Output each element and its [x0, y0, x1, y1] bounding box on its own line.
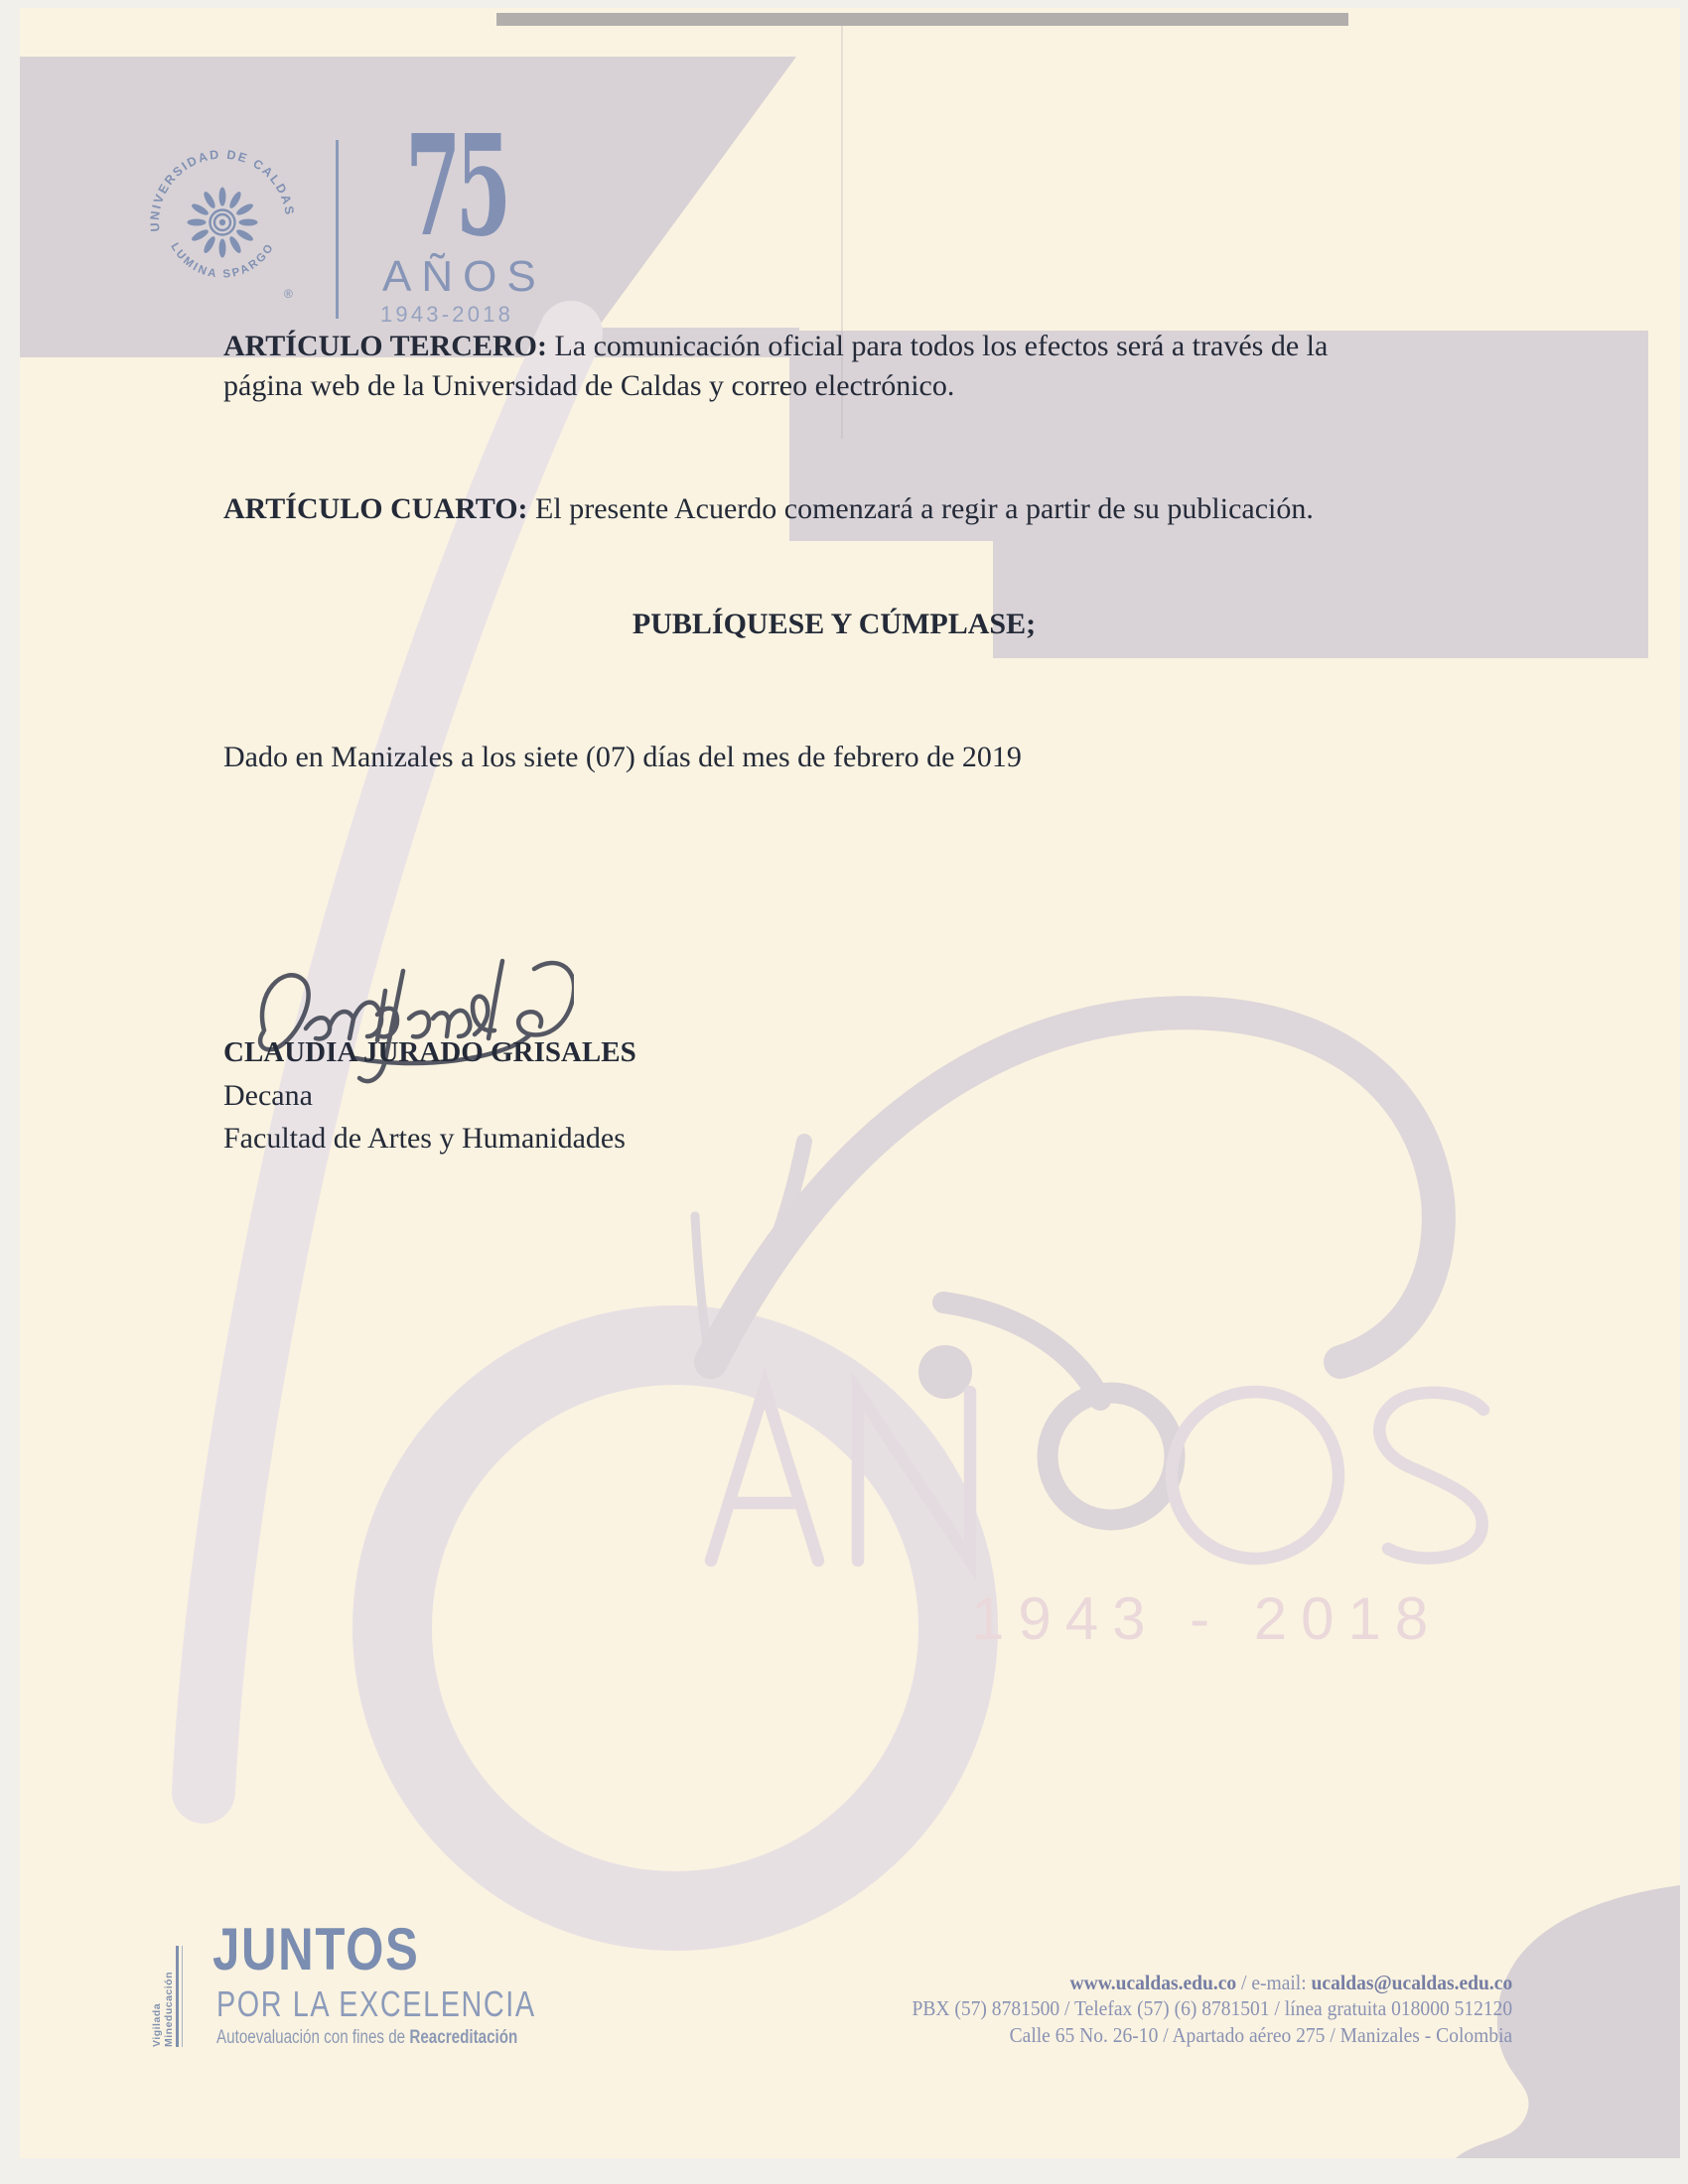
contact-block [912, 1970, 1512, 2048]
anniversary-anos-word: AÑOS [382, 252, 546, 301]
vigilada-vertical-text: Vigilada Mineducación [151, 1971, 175, 2047]
scan-shadow-strip [496, 13, 1348, 26]
watermark-years-text: 1943 - 2018 [971, 1585, 1443, 1652]
seal-banner-text: LUMINA SPARGO [168, 240, 277, 281]
vigilada-rule [176, 1946, 179, 2047]
registered-mark-icon: ® [284, 287, 293, 301]
article-third-line1-text: La comunicación oficial para todos los efectos será a través de la [554, 330, 1329, 362]
contact-web-line [912, 1970, 1512, 1995]
article-fourth-line [223, 491, 1314, 527]
date-place-line: Dado en Manizales a los siete (07) días del mes de febrero de 2019 [223, 741, 1022, 773]
slogan-por-la-excelencia: POR LA EXCELENCIA [216, 1983, 536, 2024]
university-seal [135, 137, 310, 312]
article-third-line1 [223, 329, 1328, 364]
contact-email: ucaldas@ucaldas.edu.co [1311, 1971, 1512, 1994]
vigilada-rule-thin [182, 1946, 183, 2047]
contact-website: www.ucaldas.edu.co [1069, 1971, 1236, 1994]
signer-name: CLAUDIA JURADO GRISALES [223, 1036, 636, 1068]
signer-role: Decana [223, 1079, 313, 1112]
publish-order-line: PUBLÍQUESE Y CÚMPLASE; [632, 608, 1037, 640]
slogan-juntos: JUNTOS [212, 1916, 420, 1982]
watermark-curl-ring [1048, 1393, 1175, 1520]
anniversary-75-number: 75 [405, 105, 506, 268]
slogan-autoevaluacion [216, 2027, 517, 2050]
signer-faculty: Facultad de Artes y Humanidades [223, 1122, 626, 1155]
anniversary-years: 1943-2018 [380, 302, 514, 327]
article-third-line2: página web de la Universidad de Caldas y correo electrónico. [223, 369, 955, 402]
article-fourth-text: El presente Acuerdo comenzará a regir a partir de su publicación. [535, 492, 1314, 525]
contact-email-label: / e-mail: [1235, 1971, 1312, 1994]
contact-address-line: Calle 65 No. 26-10 / Apartado aéreo 275 / Manizales - Colombia [1009, 2022, 1512, 2047]
slogan-note-bold: Reacreditación [409, 2027, 518, 2048]
scan-edge-left [0, 0, 20, 2184]
watermark-sweep [711, 1013, 1439, 1362]
contact-phones-line: PBX (57) 8781500 / Telefax (57) (6) 8781501 / línea gratuita 018000 512120 [912, 1996, 1512, 2021]
logo-divider-line [336, 140, 339, 319]
article-fourth-label: ARTÍCULO CUARTO: [223, 492, 528, 525]
scan-edge-top [0, 0, 1688, 8]
seal-ring-text: UNIVERSIDAD DE CALDAS [147, 147, 297, 232]
article-third-label: ARTÍCULO TERCERO: [223, 330, 547, 362]
seal-sun-icon [188, 188, 258, 258]
slogan-note-regular: Autoevaluación con fines de [216, 2027, 410, 2048]
watermark-five-bowl-ring [392, 1345, 958, 1911]
scan-edge-right [1680, 0, 1688, 2184]
scan-edge-bottom [0, 2158, 1688, 2184]
